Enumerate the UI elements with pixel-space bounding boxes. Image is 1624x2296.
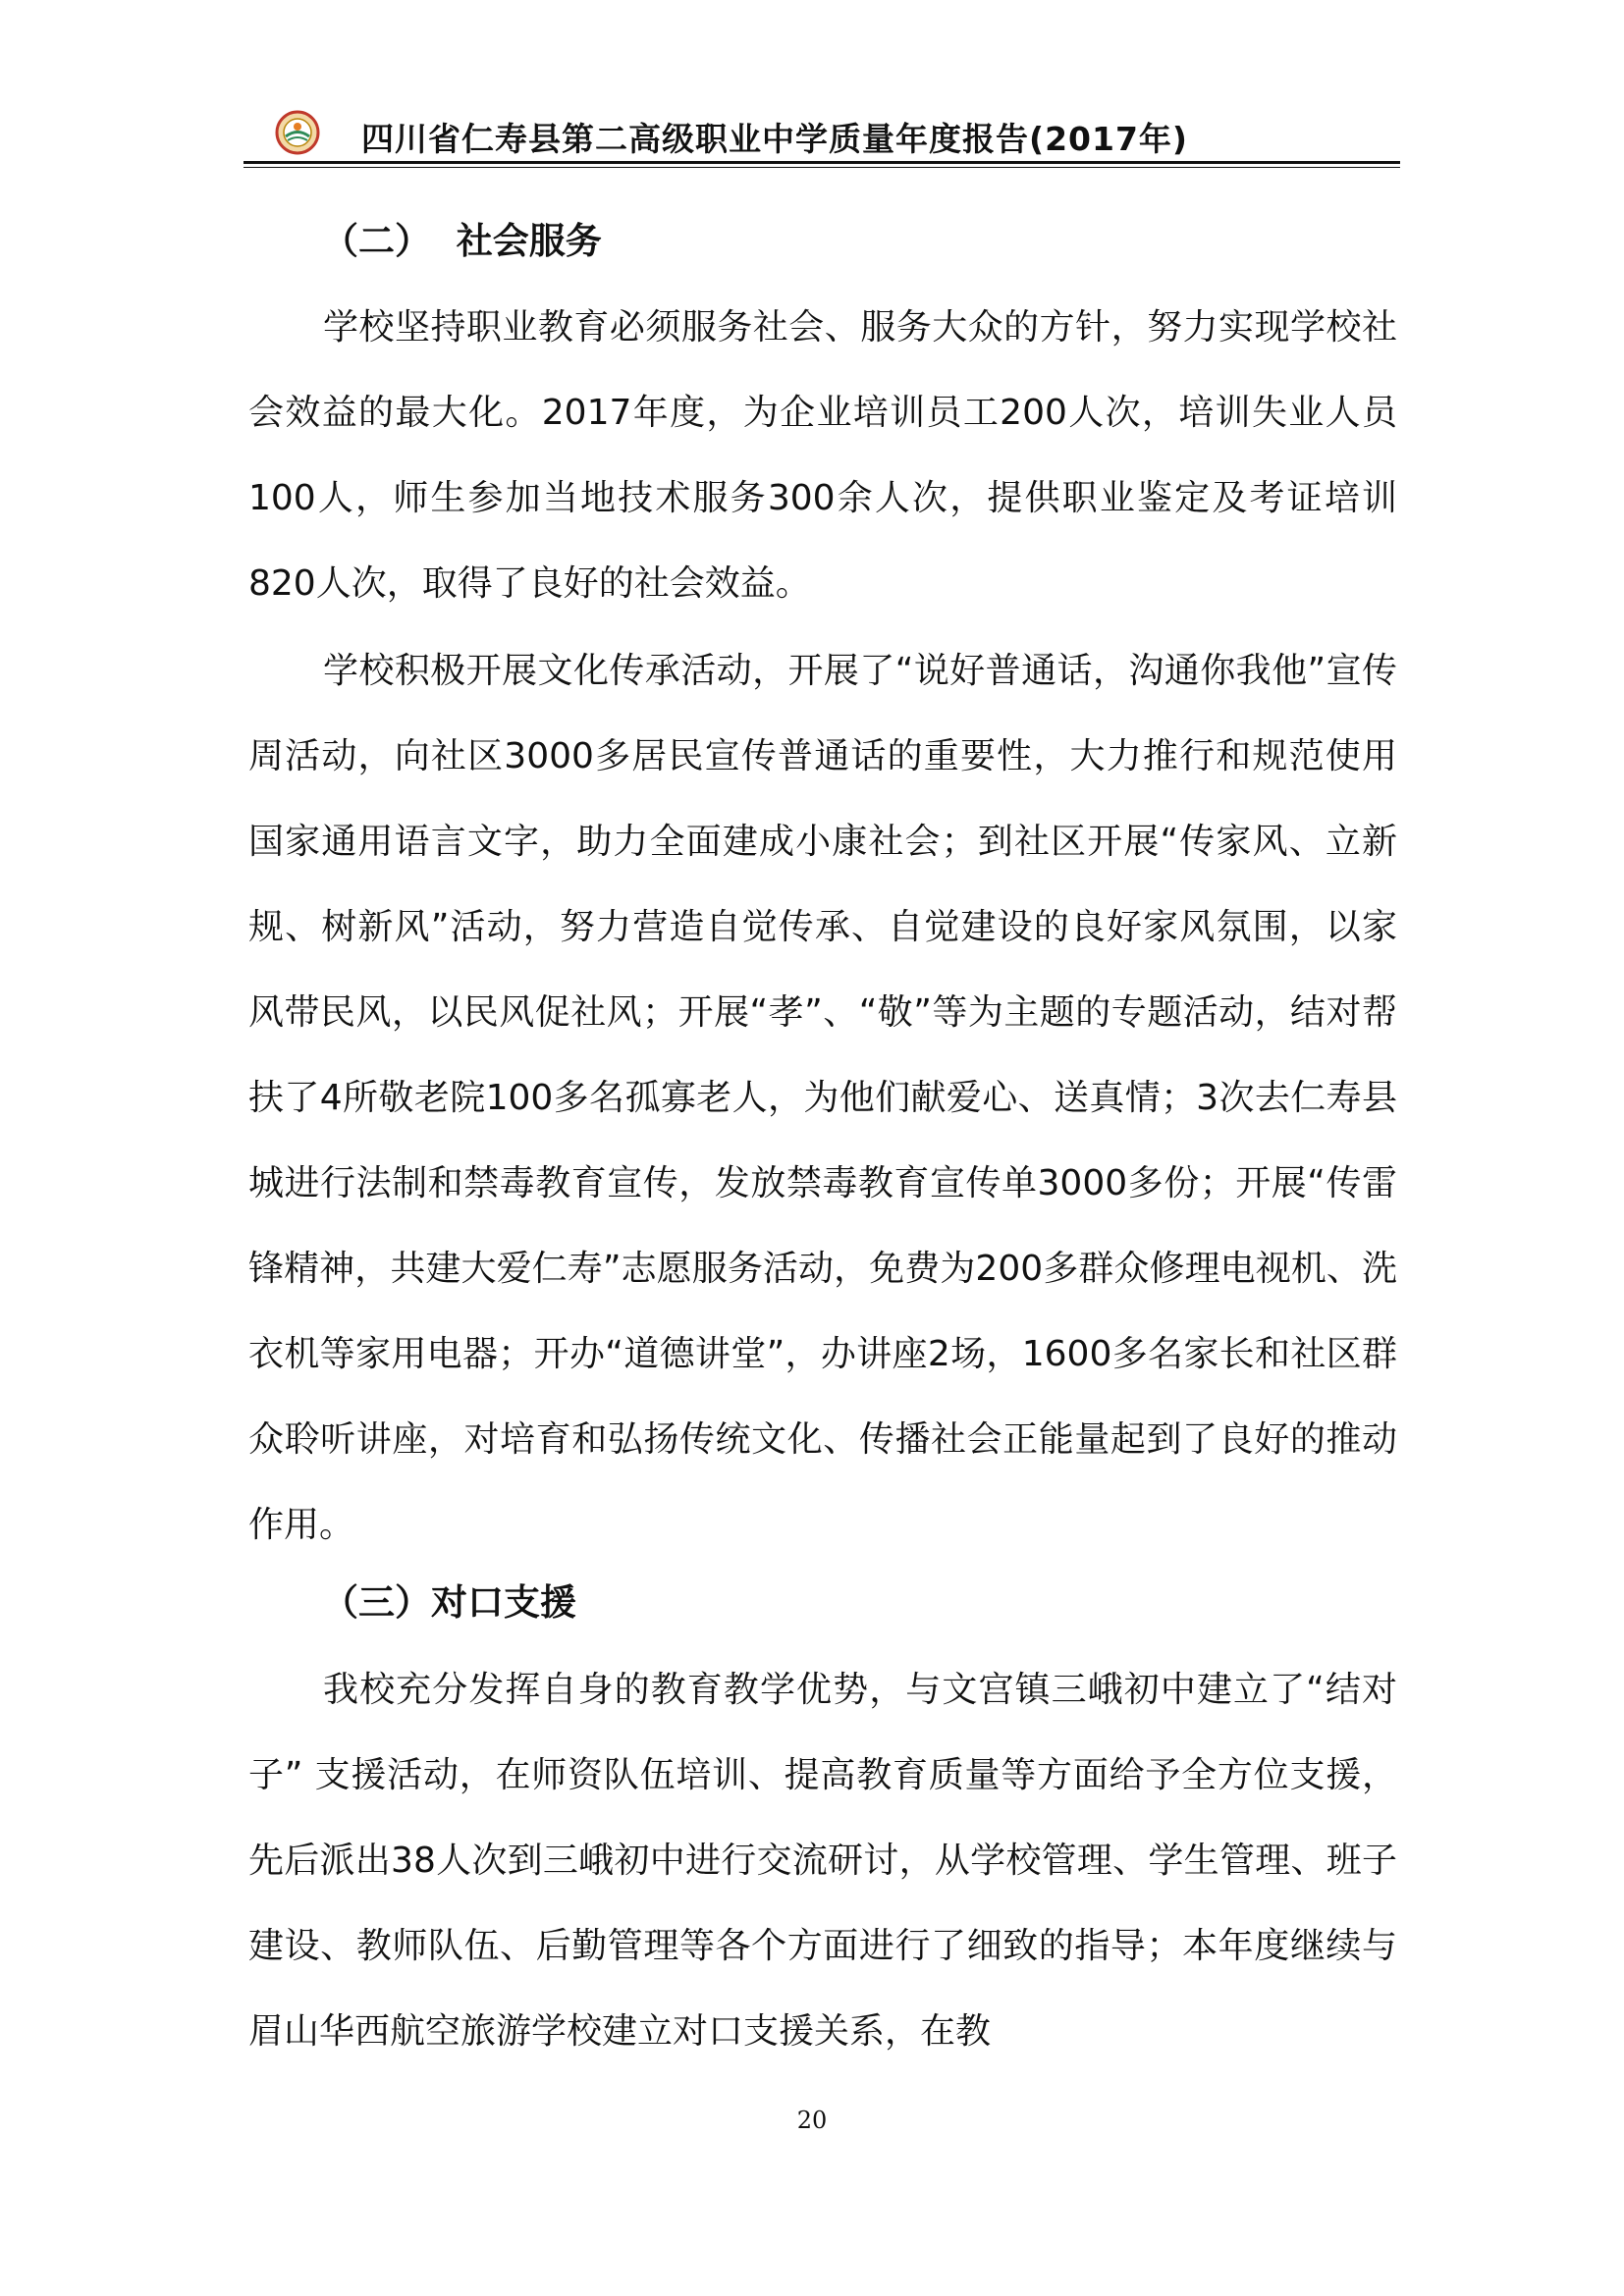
- page-number: 20: [796, 2107, 828, 2134]
- paragraph-paired-support-1: 我校充分发挥自身的教育教学优势，与文宫镇三峨初中建立了“结对子” 支援活动，在师资队伍培训、提高教育质量等方面给予全方位支援，先后派出38人次到三峨初中进行交流研讨，从学校管理、学生管理、班子建设、教师队伍、后勤管理等各个方面进行了细致的指导；本年度继续与眉山华西航空旅游学校建立对口支援关系，在教: [248, 1670, 1397, 2052]
- school-emblem-icon: [275, 110, 320, 155]
- paragraph-social-service-2: 学校积极开展文化传承活动，开展了“说好普通话，沟通你我他”宣传周活动，向社区3000多居民宣传普通话的重要性，大力推行和规范使用国家通用语言文字，助力全面建成小康社会；到社区开展“传家风、立新规、树新风”活动，努力营造自觉传承、自觉建设的良好家风氛围，以家风带民风，以民风促社风；开展“孝”、“敬”等为主题的专题活动，结对帮扶了4所敬老院100多名孤寡老人，为他们献爱心、送真情；3次去仁寿县城进行法制和禁毒教育宣传，发放禁毒教育宣传单3000多份；开展“传雷锋精神，共建大爱仁寿”志愿服务活动，免费为200多群众修理电视机、洗衣机等家用电器；开办“道德讲堂”，办讲座2场，1600多名家长和社区群众聆听讲座，对培育和弘扬传统文化、传播社会正能量起到了良好的推动作用。: [248, 651, 1397, 1545]
- header-rule: [244, 161, 1400, 164]
- header-title: 四川省仁寿县第二高级职业中学质量年度报告(2017年): [361, 120, 1189, 158]
- section-heading-paired-support: （三）对口支援: [322, 1581, 576, 1624]
- page-header: [244, 108, 1400, 163]
- section-heading-social-service: （二） 社会服务: [322, 220, 602, 262]
- paragraph-social-service-1: 学校坚持职业教育必须服务社会、服务大众的方针，努力实现学校社会效益的最大化。2017年度，为企业培训员工200人次，培训失业人员100人，师生参加当地技术服务300余人次，提供职业鉴定及考证培训820人次，取得了良好的社会效益。: [248, 307, 1397, 604]
- header-rule-secondary: [244, 167, 1400, 168]
